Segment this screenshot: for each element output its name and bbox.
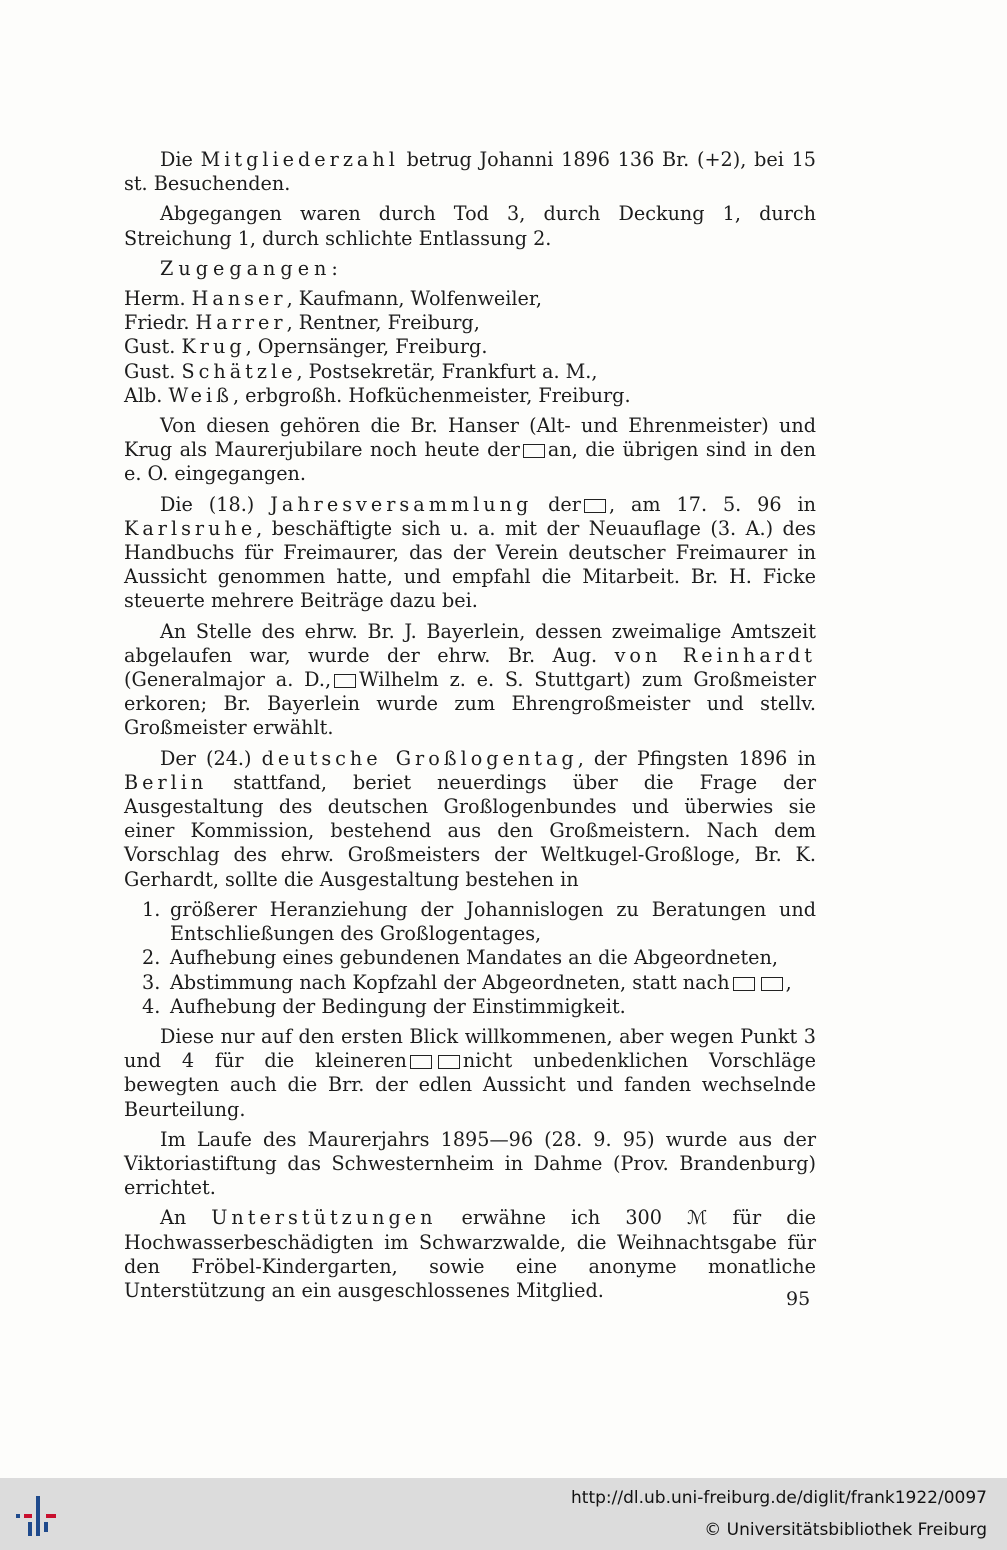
paragraph-membership: Die Mitgliederzahl betrug Johanni 1896 136 Br. (+2), bei 15 st. Besuchenden.: [124, 148, 816, 196]
new-members-list: [124, 287, 816, 408]
member-entry: Friedr. Harrer, Rentner, Freiburg,: [124, 311, 480, 335]
paragraph-annual-meeting: Die (18.) Jahresversammlung der , am 17. 5. 96 in Karlsruhe, beschäftigte sich u. a. mit der Neuauflage (3. A.) des Handbuchs für Freimaurer, das der Verein deutscher Freimaurer in Aussicht genommen hatte, und empfahl die Mitarbeit. Br. H. Ficke steuerte mehrere Beiträge dazu bei.: [124, 492, 816, 613]
spaced-term-mitgliederzahl: Mitgliederzahl: [200, 148, 399, 171]
member-entry: Alb. Weiß, erbgroßh. Hofküchenmeister, Freiburg.: [124, 383, 631, 407]
member-entry: Gust. Schätzle, Postsekretär, Frankfurt a. M.,: [124, 359, 598, 383]
paragraph-reception: Diese nur auf den ersten Blick willkommenen, aber wegen Punkt 3 und 4 für die kleineren nicht unbedenklichen Vorschläge bewegten auch die Brr. der edlen Aussicht und fanden wechselnde Beurteilung.: [124, 1024, 816, 1121]
list-item: 3. Abstimmung nach Kopfzahl der Abgeordneten, statt nach ,: [142, 970, 792, 994]
list-item: 2. Aufhebung eines gebundenen Mandates an die Abgeordneten,: [142, 946, 778, 970]
paragraph-grand-lodge-day: Der (24.) deutsche Großlogentag, der Pfingsten 1896 in Berlin stattfand, beriet neuerdings über die Frage der Ausgestaltung des deutschen Großlogenbundes und überwies sie einer Kommission, bestehend aus den Großmeistern. Nach dem Vorschlag des ehrw. Großmeisters der Weltkugel-Großloge, Br. K. Gerhardt, sollte die Ausgestaltung bestehen in: [124, 746, 816, 891]
source-url-link[interactable]: http://dl.ub.uni-freiburg.de/diglit/frank1922/0097: [571, 1488, 987, 1508]
lodge-symbol-icon: [523, 444, 545, 458]
grand-lodge-symbol-icon: [584, 499, 606, 513]
library-logo-icon: [12, 1490, 64, 1542]
page-number: 95: [786, 1288, 811, 1310]
member-entry: Gust. Krug, Opernsänger, Freiburg.: [124, 335, 488, 359]
grand-lodge-symbol-icon: [438, 1055, 460, 1069]
paragraph-jubilarians: Von diesen gehören die Br. Hanser (Alt- und Ehrenmeister) und Krug als Maurerjubilare noch heute der an, die übrigen sind in den e. O. eingegangen.: [124, 414, 816, 486]
paragraph-sisters-home: Im Laufe des Maurerjahrs 1895—96 (28. 9. 95) wurde aus der Viktoriastiftung das Schwesternheim in Dahme (Prov. Brandenburg) errichtet.: [124, 1127, 816, 1200]
grand-lodge-symbol-icon: [410, 1055, 432, 1069]
grand-lodge-symbol-icon: [761, 977, 783, 991]
paragraph-support: An Unterstützungen erwähne ich 300 ℳ für die Hochwasserbeschädigten im Schwarzwalde, die Weihnachtsgabe für den Fröbel-Kindergarten, sowie eine anonyme monatliche Unterstützung an ein ausgeschlossenes Mitglied.: [124, 1206, 816, 1302]
lodge-symbol-icon: [334, 674, 356, 688]
paragraph-grand-master: An Stelle des ehrw. Br. J. Bayerlein, dessen zweimalige Amtszeit abgelaufen war, wurde der ehrw. Br. Aug. von Reinhardt (Generalmajor a. D., Wilhelm z. e. S. Stuttgart) zum Großmeister erkoren; Br. Bayerlein wurde zum Ehrengroßmeister und stellv. Großmeister erwählt.: [124, 619, 817, 740]
heading-zugegangen: Zugegangen:: [160, 256, 343, 280]
member-entry: Herm. Hanser, Kaufmann, Wolfenweiler,: [124, 287, 543, 311]
copyright-notice: © Universitätsbibliothek Freiburg: [704, 1520, 987, 1540]
proposals-list: [124, 898, 816, 1019]
paragraph-departures: Abgegangen waren durch Tod 3, durch Deckung 1, durch Streichung 1, durch schlichte Entlassung 2.: [124, 202, 816, 250]
list-item: 1. größerer Heranziehung der Johannislogen zu Beratungen und Entschließungen des Großlogentages,: [142, 897, 816, 946]
grand-lodge-symbol-icon: [733, 977, 755, 991]
page-text-block: [124, 148, 816, 1309]
list-item: 4. Aufhebung der Bedingung der Einstimmigkeit.: [142, 994, 626, 1018]
